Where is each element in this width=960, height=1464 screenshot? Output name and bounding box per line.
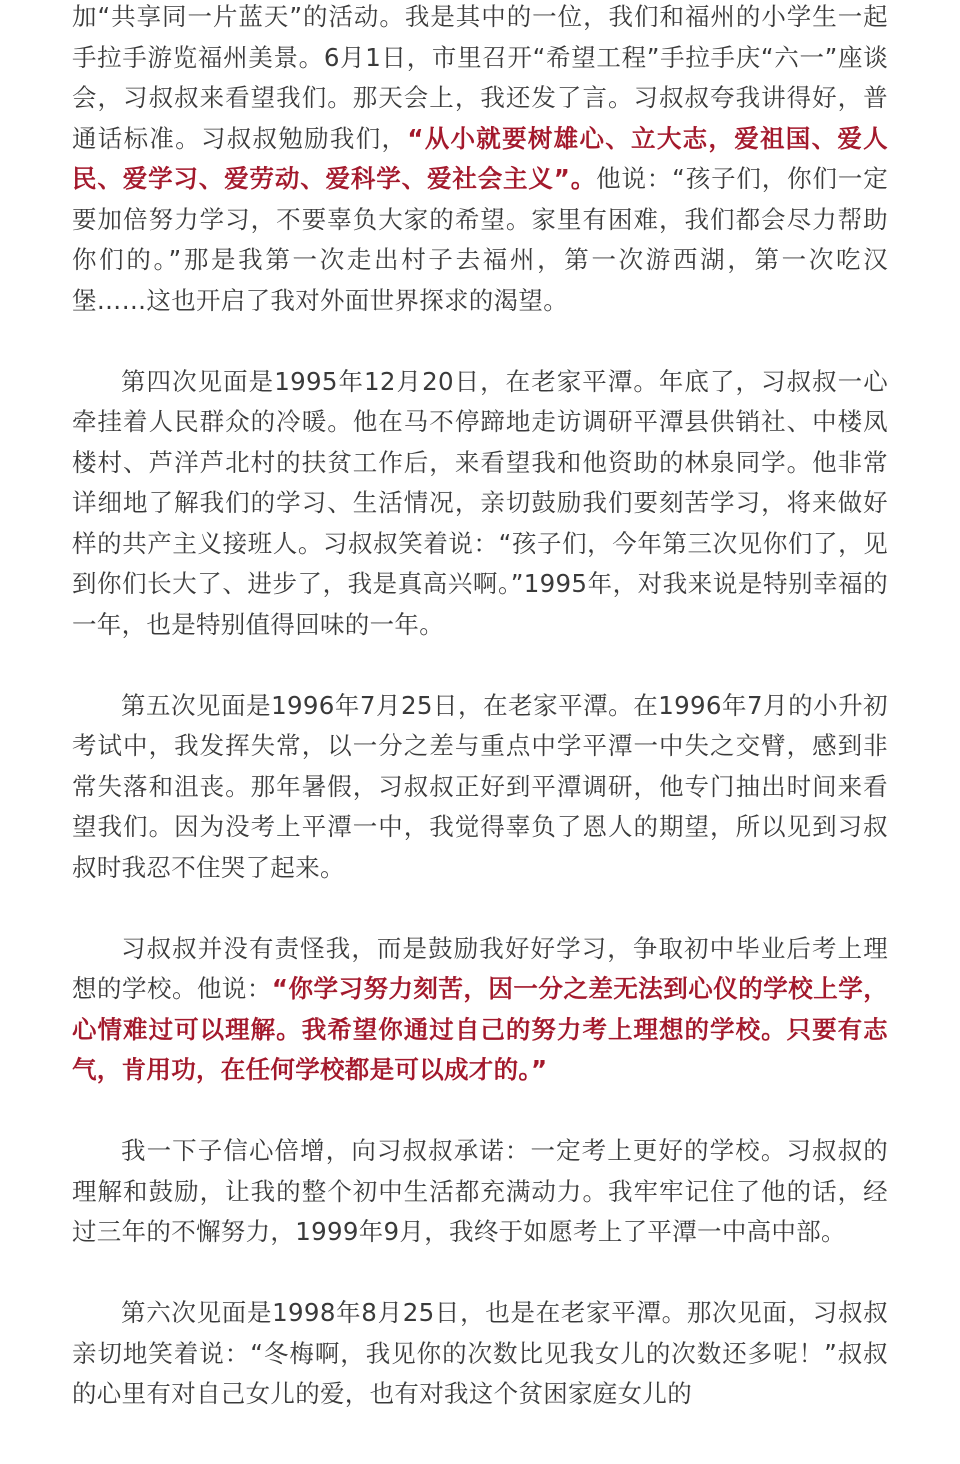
- paragraph-text: 第五次见面是1996年7月25日，在老家平潭。在1996年7月的小升初考试中，我发挥失常，以一分之差与重点中学平潭一中失之交臂，感到非常失落和沮丧。那年暑假，习叔叔正好到平潭调研，他专门抽出时间来看望我们。因为没考上平潭一中，我觉得辜负了恩人的期望，所以见到习叔叔时我忍不住哭了起来。: [72, 690, 888, 882]
- highlighted-quote: “你学习努力刻苦，因一分之差无法到心仪的学校上学，心情难过可以理解。我希望你通过自己的努力考上理想的学校。只要有志气，肯用功，在任何学校都是可以成才的。”: [72, 974, 888, 1084]
- paragraph-text: 第六次见面是1998年8月25日，也是在老家平潭。那次见面，习叔叔亲切地笑着说：“冬梅啊，我见你的次数比见我女儿的次数还多呢！”叔叔的心里有对自己女儿的爱，也有对我这个贫困家庭女儿的: [72, 1298, 888, 1408]
- paragraph-text: 加“共享同一片蓝天”的活动。我是其中的一位，我们和福州的小学生一起手拉手游览福州美景。6月1日，市里召开“希望工程”手拉手庆“六一”座谈会，习叔叔来看望我们。那天会上，我还发了言。习叔叔夸我讲得好，普通话标准。习叔叔勉励我们，: [72, 2, 888, 153]
- paragraph-text: 他说：“孩子们，你们一定要加倍努力学习，不要辜负大家的希望。家里有困难，我们都会尽力帮助你们的。”那是我第一次走出村子去福州，第一次游西湖，第一次吃汉堡……这也开启了我对外面世界探求的渴望。: [72, 164, 889, 315]
- paragraph-sixth-meeting: [72, 1293, 888, 1415]
- paragraph-promise: [72, 1131, 888, 1253]
- paragraph-encouragement: [72, 929, 888, 1091]
- highlighted-quote: “从小就要树雄心、立大志，爱祖国、爱人民、爱学习、爱劳动、爱科学、爱社会主义”。: [72, 123, 888, 193]
- paragraph-fourth-meeting: [72, 362, 888, 646]
- paragraph-text: 我一下子信心倍增，向习叔叔承诺：一定考上更好的学校。习叔叔的理解和鼓励，让我的整个初中生活都充满动力。我牢牢记住了他的话，经过三年的不懈努力，1999年9月，我终于如愿考上了平潭一中高中部。: [72, 1136, 888, 1246]
- paragraph-text: 第四次见面是1995年12月20日，在老家平潭。年底了，习叔叔一心牵挂着人民群众的冷暖。他在马不停蹄地走访调研平潭县供销社、中楼凤楼村、芦洋芦北村的扶贫工作后，来看望我和他资助的林泉同学。他非常详细地了解我们的学习、生活情况，亲切鼓励我们要刻苦学习，将来做好样的共产主义接班人。习叔叔笑着说：“孩子们，今年第三次见你们了，见到你们长大了、进步了，我是真高兴啊。”1995年，对我来说是特别幸福的一年，也是特别值得回味的一年。: [72, 366, 888, 639]
- paragraph-activity-continued: [72, 0, 888, 321]
- paragraph-fifth-meeting: [72, 686, 888, 889]
- article-body: [72, 0, 888, 1455]
- paragraph-text: 习叔叔并没有责怪我，而是鼓励我好好学习，争取初中毕业后考上理想的学校。他说：: [72, 933, 888, 1003]
